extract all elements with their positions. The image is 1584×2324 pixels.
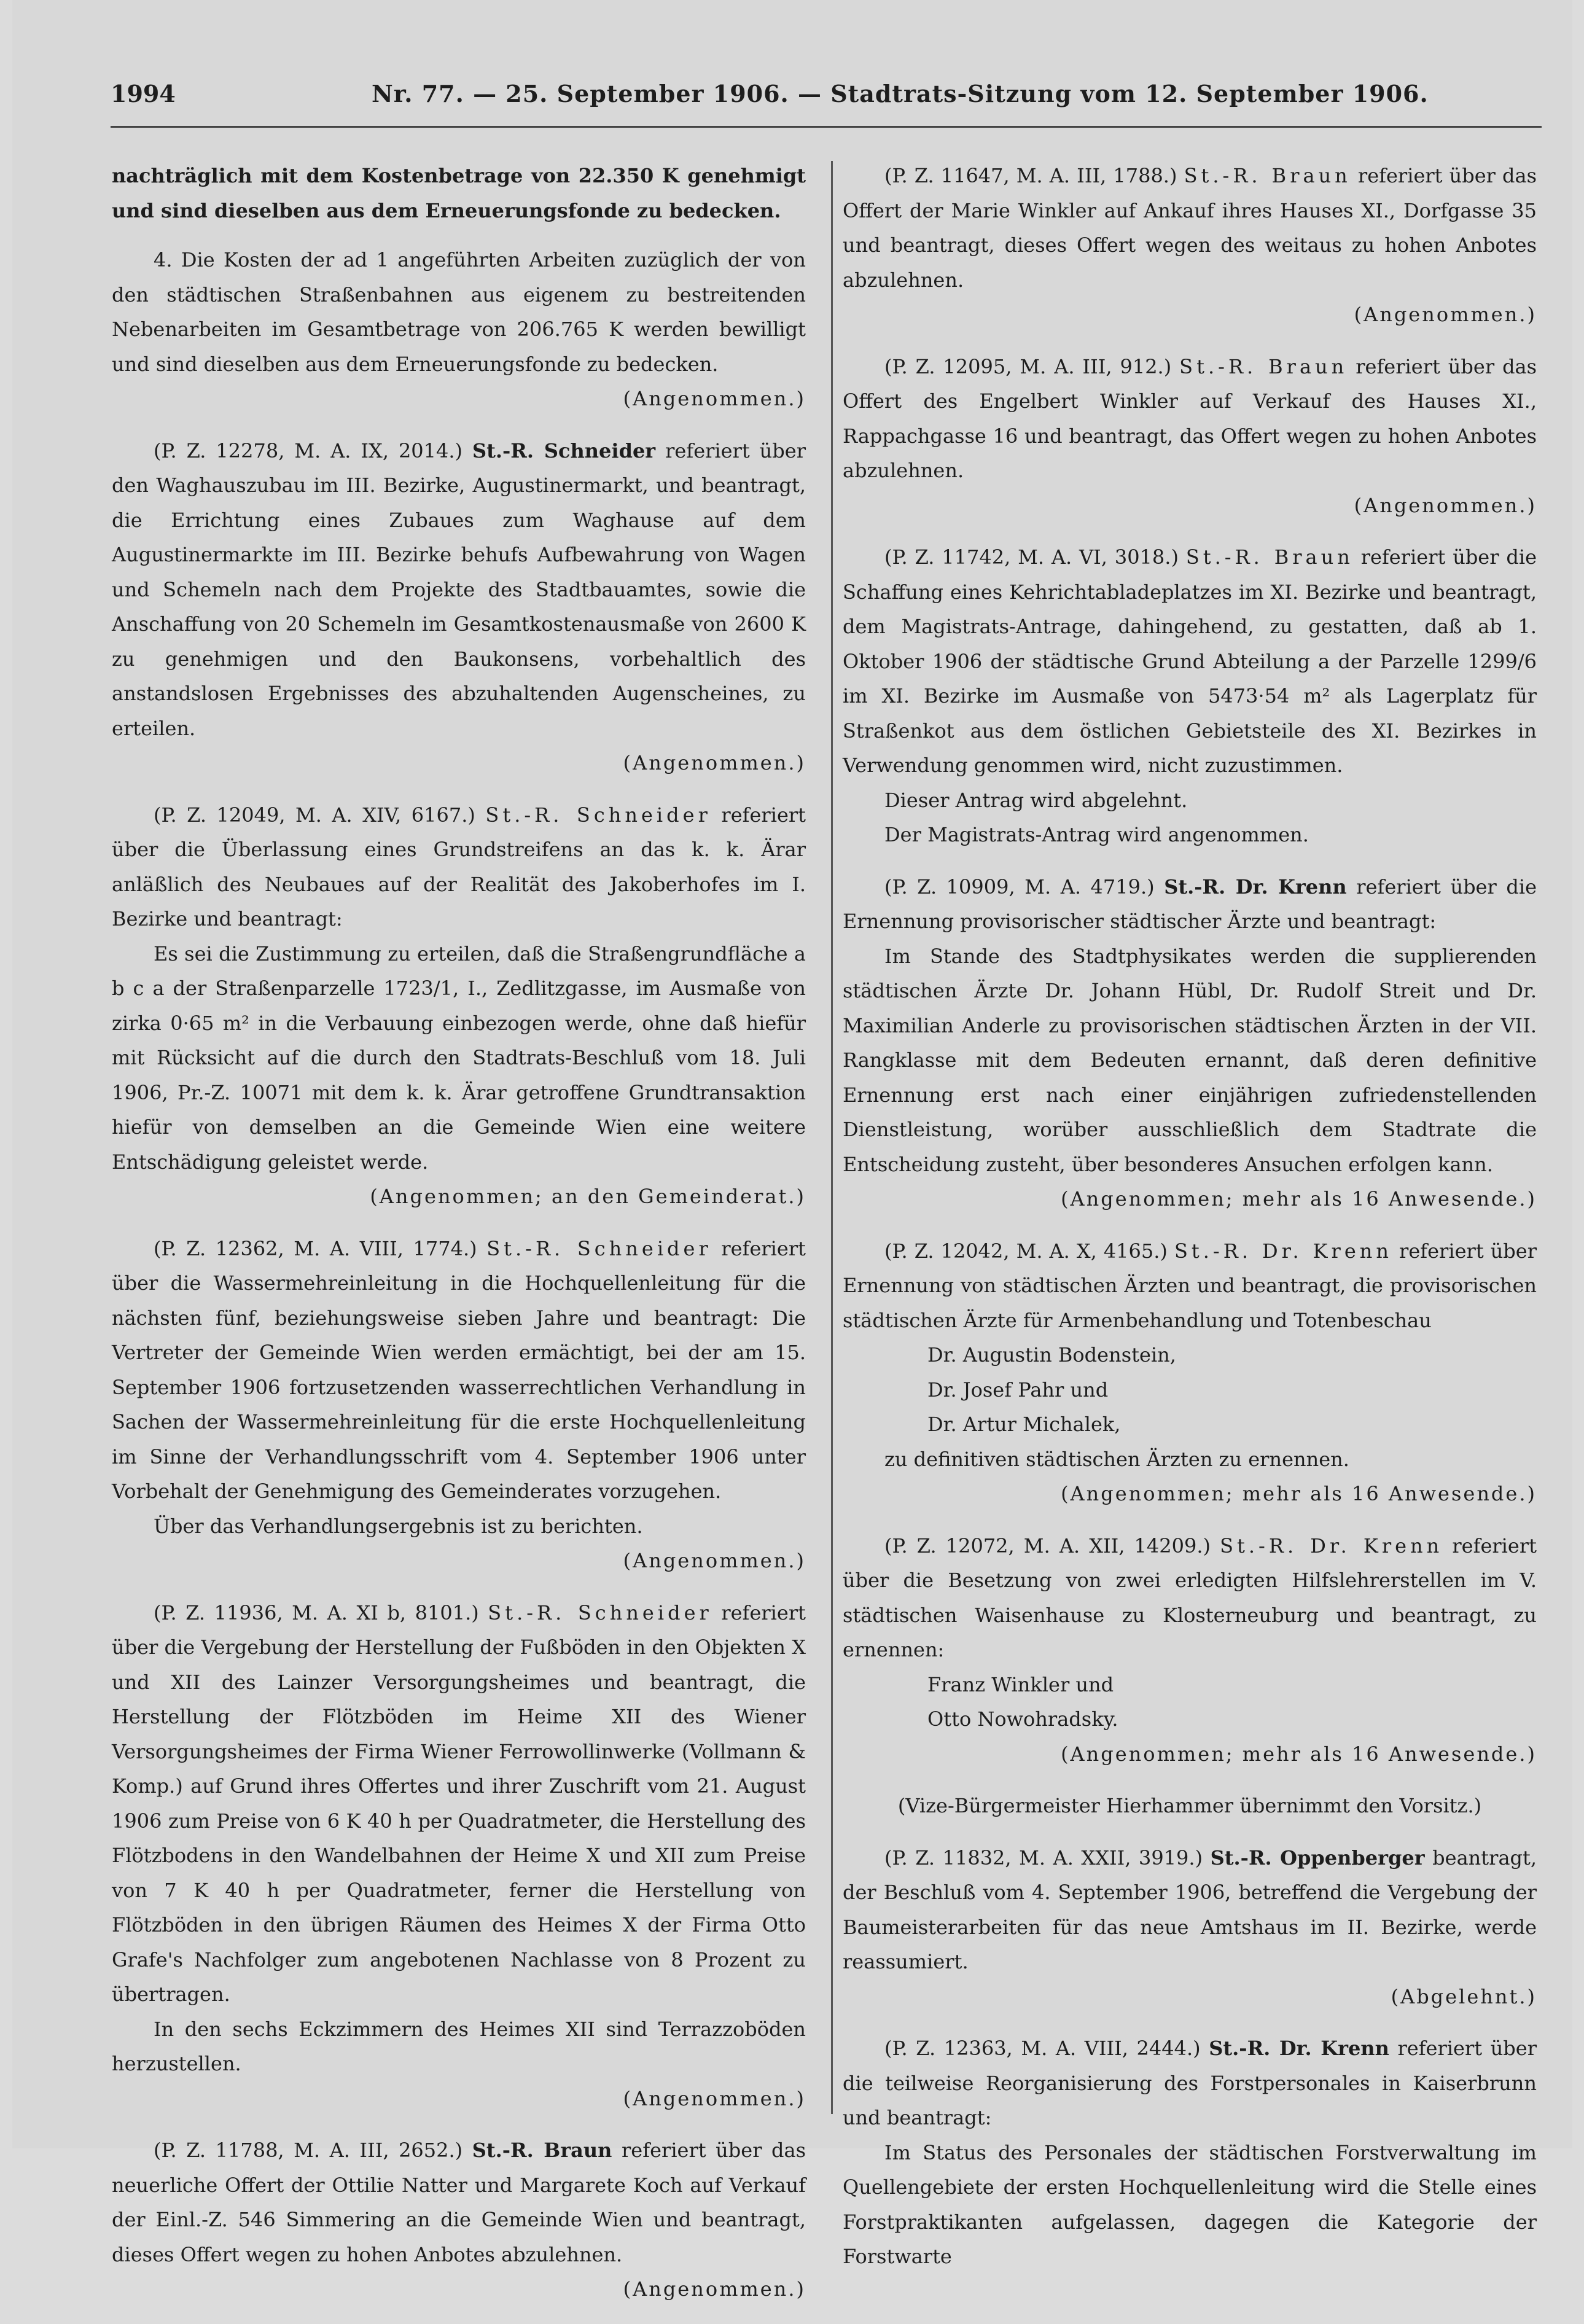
column-divider: [831, 161, 833, 2114]
paragraph: [112, 1231, 806, 1509]
page-number: 1994: [111, 80, 176, 107]
speaker-name: St.-R. Braun: [1184, 164, 1351, 187]
paragraph-text: referiert über die Vergebung der Herstellung der Fußböden in den Objekten X und XII des Lainzer Versorgungsheimes und beantragt, die Herstellung der Flötzböden im Heime XII des Wiener Versorgungsheimes der Firma Wiener Ferrowollinwerke (Vollmann & Komp.) auf Grund ihres Offertes und ihrer Zuschrift vom 21. August 1906 zum Preise von 6 K 40 h per Quadratmeter, die Herstellung des Flötzbodens in den Wandelbahnen der Heime X und XII zum Preise von 7 K 40 h per Quadratmeter, ferner die Herstellung von Flötzböden in den übrigen Räumen des Heimes X der Firma Otto Grafe's Nachfolger zum angebotenen Nachlasse von 8 Prozent zu übertragen.: [112, 1601, 806, 2006]
name-entry: Otto Nowohradsky.: [927, 1707, 1118, 1731]
page-header: [111, 80, 1542, 117]
paragraph: [843, 817, 1537, 852]
paragraph-text: referiert über das Offert des Engelbert Winkler auf Verkauf des Hauses XI., Rappachgasse 16 und beantragt, das Offert wegen zu hohen Anbotes abzulehnen.: [843, 354, 1537, 482]
file-reference: (P. Z. 12363, M. A. VIII, 2444.): [884, 2037, 1201, 2060]
paragraph-text: Im Status des Personales der städtischen Forstverwaltung im Quellengebiete der ersten Hochquellenleitung wird die Stelle eines Forstpraktikanten aufgelassen, dagegen die Kategorie der Forstwarte: [843, 2140, 1537, 2268]
paragraph-text: referiert über den Waghauszubau im III. Bezirke, Augustinermarkt, und beantragt, die Errichtung eines Zubaues zum Waghause auf dem Augustinermarkte im III. Bezirke behufs Aufbewahrung von Wagen und Schemeln nach dem Projekte des Stadtbauamtes, sowie die Anschaffung von 20 Schemeln im Gesamtkostenausmaße von 2600 K zu genehmigen und den Baukonsens, vorbehaltlich des anstandslosen Ergebnisses des abzuhaltenden Augenscheines, zu erteilen.: [112, 439, 806, 740]
resolution-label: (Angenommen.): [623, 2086, 806, 2110]
speaker-name: St.-R. Braun: [1185, 545, 1354, 569]
paragraph-text: Dieser Antrag wird abgelehnt.: [884, 788, 1188, 812]
paragraph: [843, 939, 1537, 1217]
resolution-label: (Angenommen.): [623, 2277, 806, 2301]
paragraph: [112, 243, 806, 416]
left-column: [112, 158, 806, 2324]
resolution-label: (Angenommen.): [623, 751, 806, 774]
paragraph: [843, 349, 1537, 523]
paragraph-text: referiert über das Offert der Marie Winkler auf Ankauf ihres Hauses XI., Dorfgasse 35 und beantragt, dieses Offert wegen des weitaus zu hohen Anbotes abzulehnen.: [843, 164, 1537, 292]
paragraph: [112, 798, 806, 937]
speaker-name: St.-R. Braun: [472, 2139, 612, 2162]
paragraph: [112, 434, 806, 781]
paragraph-text: Der Magistrats-Antrag wird angenommen.: [884, 823, 1309, 846]
paragraph-text: Im Stande des Stadtphysikates werden die supplierenden städtischen Ärzte Dr. Johann Hübl, Dr. Rudolf Streit und Dr. Maximilian Anderle zu provisorischen städtischen Ärzten in der VII. Rangklasse mit dem Bedeuten ernannt, daß deren definitive Ernennung erst nach einer einjährigen zufriedenstellenden Dienstleistung, worüber ausschließlich dem Stadtrate die Entscheidung zusteht, über besonderes Ansuchen erfolgen kann.: [843, 944, 1537, 1176]
paragraph-text: referiert über Ernennung von städtischen Ärzten und beantragt, die provisorischen städtischen Ärzte für Armenbehandlung und Totenbeschau: [843, 1239, 1537, 1332]
name-entry: Franz Winkler und: [927, 1672, 1114, 1696]
paragraph: [843, 1841, 1537, 2014]
paragraph-text: referiert über die Überlassung eines Grundstreifens an das k. k. Ärar anläßlich des Neubaues auf der Realität des Jakoberhofes im I. Bezirke und beantragt:: [112, 803, 806, 930]
resolution-label: (Angenommen.): [623, 1549, 806, 1572]
speaker-name: St.-R. Schneider: [472, 439, 656, 462]
document-page: [12, 0, 1572, 2301]
file-reference: (P. Z. 10909, M. A. 4719.): [884, 875, 1155, 899]
paragraph: [112, 158, 806, 228]
file-reference: (P. Z. 12049, M. A. XIV, 6167.): [154, 803, 475, 827]
paragraph: [112, 937, 806, 1214]
paragraph-text: 4. Die Kosten der ad 1 angeführten Arbeiten zuzüglich der von den städtischen Straßenbahnen aus eigenem zu bestreitenden Nebenarbeiten im Gesamtbetrage von 206.765 K werden bewilligt und sind dieselben aus dem Erneuerungsfonde zu bedecken.: [112, 248, 806, 376]
paragraph: [843, 1788, 1537, 1823]
name-entry: Dr. Josef Pahr und: [927, 1378, 1109, 1402]
file-reference: (P. Z. 12042, M. A. X, 4165.): [884, 1239, 1168, 1263]
speaker-name: St.-R. Schneider: [485, 803, 711, 827]
paragraph-text: referiert über die Besetzung von zwei erledigten Hilfslehrerstellen im V. städtischen Waisenhause zu Klosterneuburg und beantragt, zu ernennen:: [843, 1534, 1537, 1661]
speaker-name: St.-R. Dr. Krenn: [1164, 875, 1347, 899]
paragraph: [112, 1596, 806, 2012]
paragraph-text: zu definitiven städtischen Ärzten zu ernennen.: [884, 1447, 1349, 1471]
paragraph: [843, 2031, 1537, 2135]
speaker-name: St.-R. Dr. Krenn: [1209, 2037, 1389, 2060]
resolution-label: (Angenommen.): [623, 387, 806, 410]
resolution-label: (Angenommen; mehr als 16 Anwesende.): [1061, 1742, 1537, 1766]
resolution-label: (Angenommen; mehr als 16 Anwesende.): [1061, 1482, 1537, 1505]
paragraph: [112, 2012, 806, 2116]
paragraph-text: Über das Verhandlungsergebnis ist zu berichten.: [154, 1514, 643, 1538]
file-reference: (P. Z. 12072, M. A. XII, 14209.): [884, 1534, 1211, 1558]
right-column: [843, 158, 1537, 2274]
resolution-label: (Abgelehnt.): [1391, 1984, 1537, 2008]
paragraph-text: nachträglich mit dem Kostenbetrage von 22.350 K genehmigt und sind dieselben aus dem Erneuerungsfonde zu bedecken.: [112, 164, 806, 222]
paragraph: [843, 1529, 1537, 1772]
paragraph-text: referiert über die Wassermehreinleitung in die Hochquellenleitung für die nächsten fünf, beziehungsweise sieben Jahre und beantragt: Die Vertreter der Gemeinde Wien werden ermächtigt, bei der am 15. September 1906 fortzusetzenden wasserrechtlichen Verhandlung in Sachen der Wassermehreinleitung für die erste Hochquellenleitung im Sinne der Verhandlungsschrift vom 4. September 1906 unter Vorbehalt der Genehmigung des Gemeinderates vorzugehen.: [112, 1236, 806, 1503]
paragraph-text: referiert über die Schaffung eines Kehrichtabladeplatzes im XI. Bezirke und beantragt, dem Magistrats-Antrage, dahingehend, zu gestatten, daß ab 1. Oktober 1906 der städtische Grund Abteilung a der Parzelle 1299/6 im XI. Bezirke im Ausmaße von 5473·54 m² als Lagerplatz für Straßenkot aus dem östlichen Gebietsteile des XI. Bezirkes in Verwendung genommen wird, nicht zuzustimmen.: [843, 545, 1537, 777]
file-reference: (P. Z. 11647, M. A. III, 1788.): [884, 164, 1177, 187]
running-head: Nr. 77. — 25. September 1906. — Stadtrats-Sitzung vom 12. September 1906.: [372, 80, 1429, 107]
file-reference: (P. Z. 12278, M. A. IX, 2014.): [154, 439, 463, 462]
speaker-name: St.-R. Braun: [1179, 354, 1348, 378]
file-reference: (P. Z. 11788, M. A. III, 2652.): [154, 2139, 463, 2162]
speaker-name: St.-R. Schneider: [488, 1601, 712, 1624]
chair-change-note: (Vize-Bürgermeister Hierhammer übernimmt den Vorsitz.): [897, 1794, 1482, 1817]
file-reference: (P. Z. 11742, M. A. VI, 3018.): [884, 545, 1179, 569]
paragraph-text: In den sechs Eckzimmern des Heimes XII sind Terrazzoböden herzustellen.: [112, 2017, 806, 2075]
resolution-label: (Angenommen.): [1354, 303, 1537, 326]
resolution-label: (Angenommen; mehr als 16 Anwesende.): [1061, 1187, 1537, 1211]
paragraph: [112, 1509, 806, 1578]
paragraph: [843, 540, 1537, 783]
file-reference: (P. Z. 12095, M. A. III, 912.): [884, 354, 1172, 378]
file-reference: (P. Z. 11832, M. A. XXII, 3919.): [884, 1846, 1203, 1870]
resolution-label: (Angenommen.): [1354, 493, 1537, 517]
paragraph: [843, 783, 1537, 818]
speaker-name: St.-R. Schneider: [486, 1236, 712, 1260]
paragraph-text: Es sei die Zustimmung zu erteilen, daß die Straßengrundfläche a b c a der Straßenparzelle 1723/1, I., Zedlitzgasse, im Ausmaße von zirka 0·65 m² in die Verbauung einbezogen werde, ohne daß hiefür mit Rücksicht auf die durch den Stadtrats-Beschluß vom 18. Juli 1906, Pr.-Z. 10071 mit dem k. k. Ärar getroffene Grundtransaktion hiefür von demselben an die Gemeinde Wien eine weitere Entschädigung geleistet werde.: [112, 942, 806, 1174]
paragraph-text: beantragt, der Beschluß vom 4. September 1906, betreffend die Vergebung der Baumeisterarbeiten für das neue Amtshaus im II. Bezirke, werde reassumiert.: [843, 1846, 1537, 1973]
speaker-name: St.-R. Oppenberger: [1210, 1846, 1425, 1870]
paragraph: [843, 870, 1537, 939]
file-reference: (P. Z. 12362, M. A. VIII, 1774.): [154, 1236, 477, 1260]
paragraph: [843, 2135, 1537, 2274]
paragraph: [843, 158, 1537, 332]
paragraph-text: referiert über das neuerliche Offert der Ottilie Natter und Margarete Koch auf Verkauf der Einl.-Z. 546 Simmering an die Gemeinde Wien und beantragt, dieses Offert wegen zu hohen Anbotes abzulehnen.: [112, 2139, 806, 2266]
header-rule: [111, 126, 1542, 128]
paragraph: [112, 2133, 806, 2307]
file-reference: (P. Z. 11936, M. A. XI b, 8101.): [154, 1601, 479, 1624]
speaker-name: St.-R. Dr. Krenn: [1174, 1239, 1392, 1263]
paragraph-text: referiert über die Ernennung provisorischer städtischer Ärzte und beantragt:: [843, 875, 1537, 933]
paragraph: [843, 1234, 1537, 1511]
paragraph-text: referiert über die teilweise Reorganisierung des Forstpersonales in Kaiserbrunn und beantragt:: [843, 2037, 1537, 2129]
speaker-name: St.-R. Dr. Krenn: [1220, 1534, 1443, 1558]
name-entry: Dr. Augustin Bodenstein,: [927, 1343, 1176, 1367]
name-entry: Dr. Artur Michalek,: [927, 1413, 1121, 1436]
resolution-label: (Angenommen; an den Gemeinderat.): [370, 1185, 806, 1208]
